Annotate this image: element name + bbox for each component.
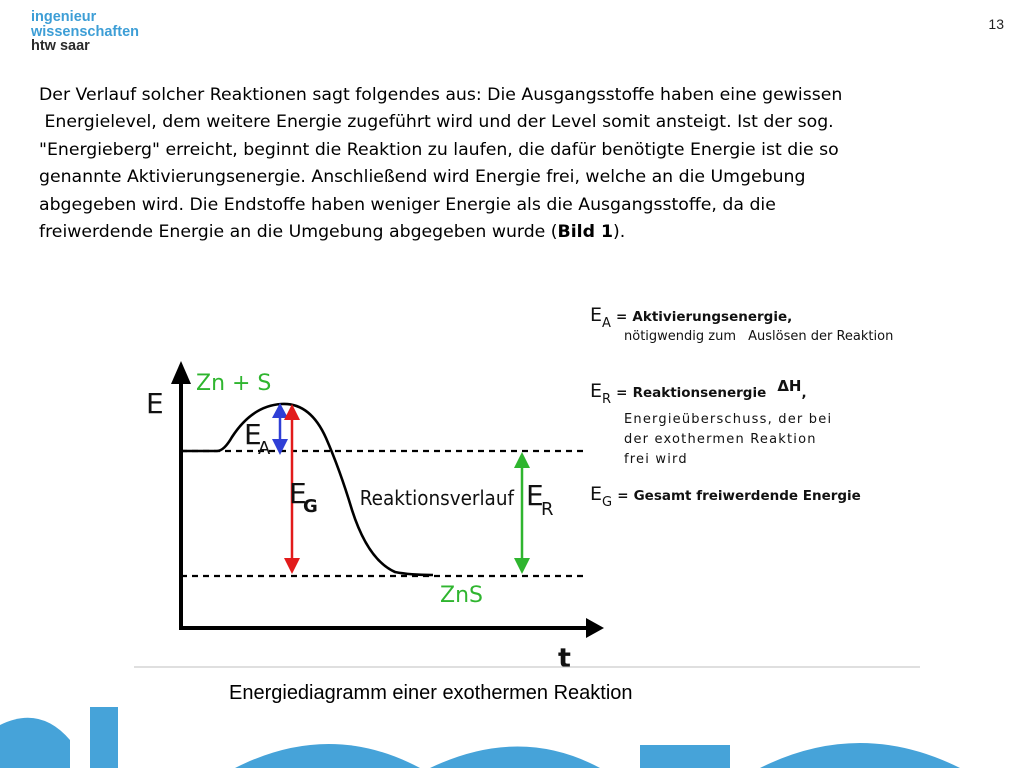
legend-er: [590, 377, 807, 407]
legend-er-delta: ΔH: [777, 377, 802, 395]
legend-er-desc-3: frei wird: [624, 452, 688, 467]
figure-reference: Bild 1: [557, 222, 613, 243]
legend-eg-sub: G: [602, 495, 613, 510]
legend-er-symbol: E: [590, 380, 603, 402]
er-arrowhead-up: [514, 452, 530, 468]
paragraph-text: ).: [612, 222, 626, 243]
legend-ea-desc-2: Auslösen der Reaktion: [748, 329, 894, 344]
er-arrowhead-down: [514, 558, 530, 574]
product-label: ZnS: [440, 583, 483, 608]
paragraph-line: Der Verlauf solcher Reaktionen sagt folgendes aus: Die Ausgangsstoffe haben eine gewissen: [39, 85, 843, 105]
legend-er-desc: [624, 410, 832, 470]
figure-caption: Energiediagramm einer exothermen Reaktion: [229, 682, 633, 704]
er-label-sub: R: [541, 499, 554, 520]
legend-er-sub: R: [602, 392, 612, 407]
paragraph-line: genannte Aktivierungsenergie. Anschließend wird Energie frei, welche an die Umgebung: [39, 167, 806, 188]
legend-er-desc-2: der exothermen Reaktion: [624, 432, 817, 447]
legend-er-desc-1: Energieüberschuss, der bei: [624, 412, 833, 427]
legend-er-title: Reaktionsenergie: [632, 385, 767, 401]
legend-ea-desc: [624, 329, 893, 344]
paragraph-line: abgegeben wird. Die Endstoffe haben weniger Energie als die Ausgangsstoffe, da die: [39, 194, 776, 215]
legend-ea-symbol: E: [590, 304, 603, 326]
legend-eg-symbol: E: [590, 483, 603, 505]
eg-label: E: [289, 477, 307, 510]
legend-eg: [590, 483, 861, 510]
x-axis-label: t: [558, 643, 571, 674]
paragraph-line: "Energieberg" erreicht, beginnt die Reaktion zu laufen, die dafür benötigte Energie ist die so: [39, 139, 839, 160]
logo-line-1: ingenieur: [31, 9, 97, 25]
legend-ea-title: Aktivierungsenergie,: [632, 309, 793, 325]
eg-arrowhead-down: [284, 558, 300, 574]
curve-label: Reaktionsverlauf: [359, 486, 514, 511]
legend-ea: [590, 304, 793, 331]
ea-arrowhead-down: [272, 439, 288, 455]
paragraph-line: Energielevel, dem weitere Energie zugeführt wird und der Level somit ansteigt. Ist der sog.: [39, 112, 834, 133]
page-number: 13: [988, 16, 1004, 32]
legend-er-comma: ,: [801, 385, 807, 401]
y-axis-label: E: [146, 387, 164, 420]
ea-label-sub: A: [258, 438, 271, 459]
legend-er-eq: =: [616, 385, 628, 401]
legend-ea-sub: A: [602, 316, 611, 331]
ea-label: E: [244, 418, 262, 451]
paragraph-text: freiwerdende Energie an die Umgebung abgegeben wurde (: [39, 222, 558, 243]
er-label: E: [526, 479, 544, 512]
legend-ea-eq: =: [616, 309, 628, 325]
x-axis-arrowhead: [586, 618, 604, 638]
legend-eg-title: Gesamt freiwerdende Energie: [633, 488, 861, 504]
reactant-label: Zn + S: [196, 371, 272, 396]
eg-label-sub: G: [303, 496, 318, 517]
logo-line-3: htw saar: [31, 38, 90, 54]
y-axis-arrowhead: [171, 361, 191, 384]
logo-line-2: wissenschaften: [31, 23, 139, 40]
legend-eg-eq: =: [617, 488, 629, 504]
legend-ea-desc-1: nötigwendig zum: [624, 329, 736, 344]
